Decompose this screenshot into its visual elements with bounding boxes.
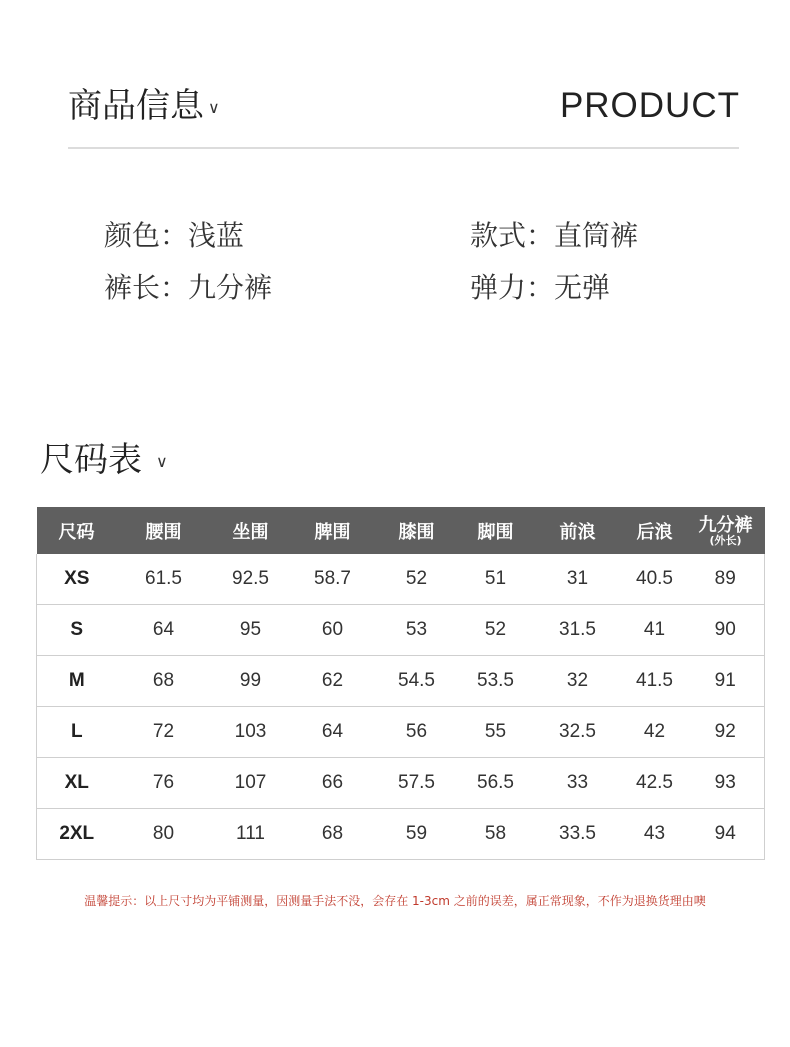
header-seat: 坐围 [211,507,291,554]
page-title-text: 商品信息 [68,86,204,126]
table-cell: 68 [117,656,211,707]
size-table [36,507,765,860]
header-length-label: 九分裤 [698,514,753,536]
table-cell: 53.5 [459,656,533,707]
header-waist: 腰围 [117,507,211,554]
table-cell: 32 [533,656,623,707]
table-cell: 43 [623,809,687,860]
table-cell: 31 [533,554,623,605]
attr-style: 款式：直筒裤 [470,219,639,252]
table-cell: 103 [211,707,291,758]
table-row [37,656,765,707]
table-cell: 80 [117,809,211,860]
size-cell: 2XL [37,809,117,860]
table-row [37,809,765,860]
attr-length: 裤长：九分裤 [104,271,273,304]
table-cell: 94 [687,809,765,860]
table-cell: 57.5 [375,758,459,809]
table-cell: 58.7 [291,554,375,605]
header-leg-opening: 脚围 [459,507,533,554]
product-heading: PRODUCT [559,86,740,125]
table-cell: 92.5 [211,554,291,605]
table-row [37,554,765,605]
attr-stretch: 弹力：无弹 [470,271,611,304]
table-row [37,707,765,758]
header-knee: 膝围 [375,507,459,554]
table-cell: 56.5 [459,758,533,809]
table-cell: 41 [623,605,687,656]
table-cell: 59 [375,809,459,860]
attr-color: 颜色：浅蓝 [104,219,245,252]
header-front-rise: 前浪 [533,507,623,554]
table-cell: 64 [117,605,211,656]
table-cell: 76 [117,758,211,809]
table-cell: 56 [375,707,459,758]
table-cell: 52 [459,605,533,656]
size-cell: XS [37,554,117,605]
header-length-sub: (外长) [709,533,742,547]
size-cell: L [37,707,117,758]
table-cell: 91 [687,656,765,707]
divider [68,147,739,149]
table-header-row [37,507,765,554]
table-cell: 66 [291,758,375,809]
header-thigh: 脾围 [291,507,375,554]
table-cell: 92 [687,707,765,758]
size-cell: S [37,605,117,656]
table-cell: 111 [211,809,291,860]
table-cell: 53 [375,605,459,656]
size-cell: M [37,656,117,707]
table-cell: 51 [459,554,533,605]
table-cell: 55 [459,707,533,758]
table-cell: 61.5 [117,554,211,605]
tip-note: 温馨提示：以上尺寸均为平铺测量，因测量手法不没，会存在 1-3cm 之前的误差，属正常现象，不作为退换货理由噢 [84,894,706,908]
table-cell: 32.5 [533,707,623,758]
table-cell: 62 [291,656,375,707]
table-cell: 64 [291,707,375,758]
page-title [68,82,220,132]
size-cell: XL [37,758,117,809]
table-cell: 72 [117,707,211,758]
size-chart-title [40,436,168,486]
table-cell: 31.5 [533,605,623,656]
table-cell: 33 [533,758,623,809]
table-cell: 89 [687,554,765,605]
table-cell: 58 [459,809,533,860]
table-row [37,605,765,656]
table-cell: 42 [623,707,687,758]
table-cell: 93 [687,758,765,809]
table-cell: 68 [291,809,375,860]
table-cell: 41.5 [623,656,687,707]
table-cell: 52 [375,554,459,605]
table-cell: 90 [687,605,765,656]
table-cell: 54.5 [375,656,459,707]
table-cell: 60 [291,605,375,656]
size-chart-title-text: 尺码表 [40,440,142,480]
header-back-rise: 后浪 [623,507,687,554]
table-cell: 42.5 [623,758,687,809]
table-cell: 95 [211,605,291,656]
chevron-down-icon: ∨ [208,97,220,117]
header-length [687,507,765,554]
header-size: 尺码 [37,507,117,554]
table-cell: 40.5 [623,554,687,605]
table-cell: 107 [211,758,291,809]
table-cell: 33.5 [533,809,623,860]
chevron-down-icon: ∨ [156,451,168,471]
table-row [37,758,765,809]
table-cell: 99 [211,656,291,707]
